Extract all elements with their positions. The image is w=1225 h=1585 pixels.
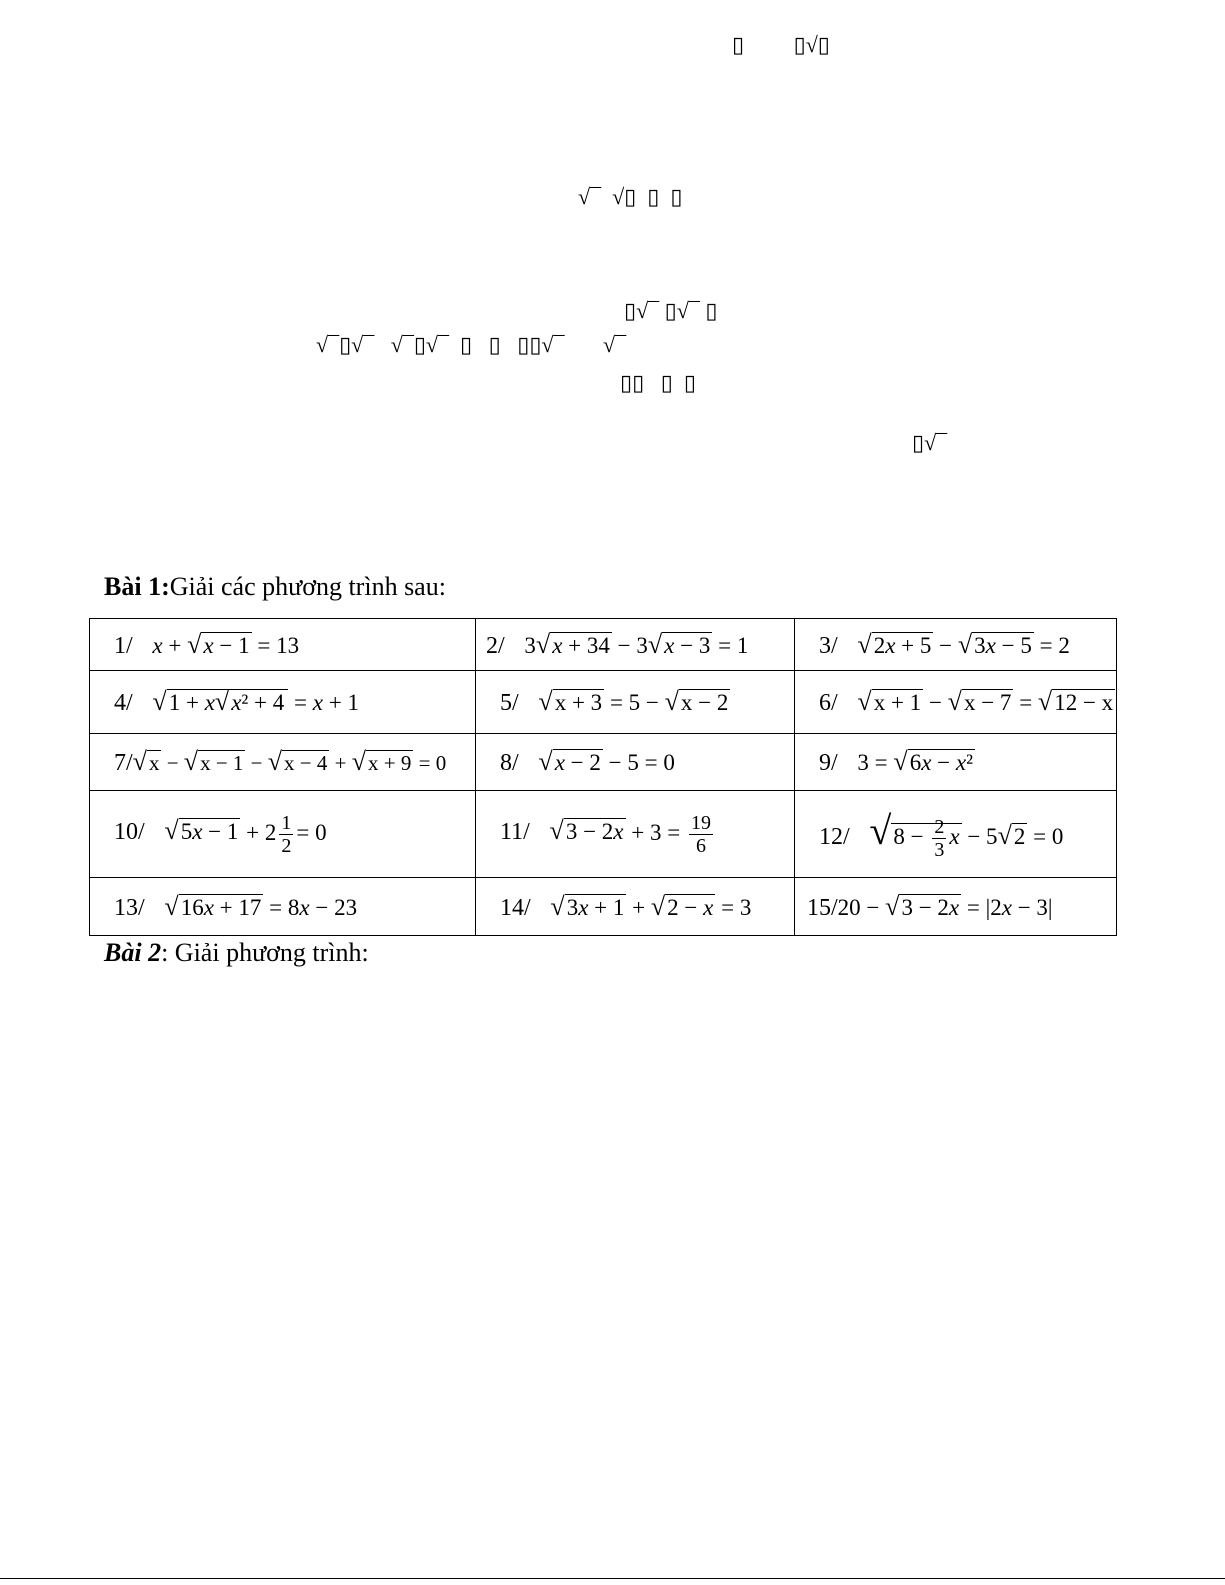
equation-5: 5/ √x + 3 = 5 − √x − 2 [476, 671, 795, 734]
table-row [90, 734, 1117, 791]
equation-3: 3/ √2x + 5 − √3x − 5 = 2 [795, 619, 1117, 671]
artifact-fragment: ▯ ▯√▯ [732, 32, 830, 57]
equation-8: 8/ √x − 2 − 5 = 0 [476, 734, 795, 791]
equation-15: 15/20 − √3 − 2x = |2x − 3| [795, 878, 1117, 936]
exercise-1-text: Giải các phương trình sau: [169, 572, 446, 601]
equations-table [89, 618, 1117, 936]
page-bottom-rule [0, 1578, 1225, 1579]
exercise-1-label: Bài 1: [104, 572, 170, 601]
table-row [90, 619, 1117, 671]
artifact-fragment: √¯ √▯ ▯ ▯ [578, 184, 683, 209]
table-row [90, 791, 1117, 878]
equation-14: 14/ √3x + 1 + √2 − x = 3 [476, 878, 795, 936]
equation-10: 10/ √5x − 1 + 2 $\frac{1}{2}$ = 0 [90, 791, 476, 878]
equation-6: 6/ √x + 1 − √x − 7 = √12 − x [795, 671, 1117, 734]
equation-11: 11/ √3 − 2x + 3 = $\frac{19}{6}$ [476, 791, 795, 878]
artifact-fragment: ▯▯ ▯ ▯ [620, 370, 696, 395]
equation-1: 1/ x + √x − 1 = 13 [90, 619, 476, 671]
equation-12: 12/ √8 − $\frac{2}{3}$ x − 5√2 = 0 [795, 791, 1117, 878]
equation-9: 9/ 3 = √6x − x² [795, 734, 1117, 791]
table-row [90, 878, 1117, 936]
table-row [90, 671, 1117, 734]
equation-13: 13/ √16x + 17 = 8x − 23 [90, 878, 476, 936]
exercise-2-text: : Giải phương trình: [161, 938, 369, 967]
artifact-fragment: √¯▯√¯ √¯▯√¯ ▯ ▯ ▯▯√¯ √¯ [316, 332, 627, 357]
equation-7: 7/√x − √x − 1 − √x − 4 + √x + 9 = 0 [90, 734, 476, 791]
exercise-1-heading [104, 572, 446, 602]
artifact-fragment: ▯√¯ [912, 430, 948, 455]
equation-4: 4/ √1 + x√x² + 4 = x + 1 [90, 671, 476, 734]
exercise-2-label: Bài 2 [104, 938, 162, 967]
artifact-fragment: ▯√¯ ▯√¯ ▯ [624, 298, 718, 323]
equation-2: 2/ 3√x + 34 − 3√x − 3 = 1 [476, 619, 795, 671]
exercise-2-heading [104, 938, 369, 968]
